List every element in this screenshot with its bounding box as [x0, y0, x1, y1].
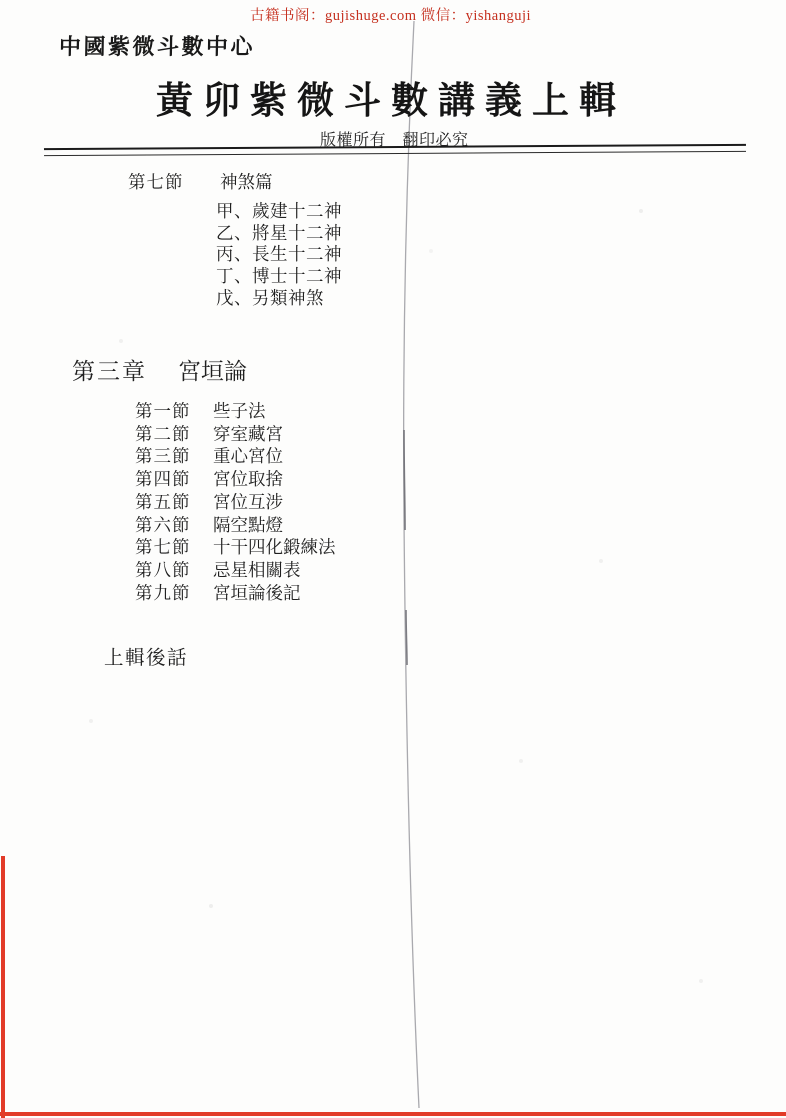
toc-sub-item: 戊、另類神煞: [216, 287, 324, 308]
toc-row-label: 第一節: [135, 401, 191, 421]
toc-row: [135, 514, 336, 537]
toc-row-title: 些子法: [213, 401, 266, 421]
publisher-stamp: 中國紫微斗數中心: [58, 34, 256, 59]
toc-sub-item: 丁、博士十二神: [216, 266, 342, 287]
toc-row-title: 忌星相關表: [213, 559, 301, 580]
toc-row-title: 宮位取捨: [213, 469, 283, 490]
toc-row-label: 第八節: [135, 559, 191, 580]
toc-row: [135, 559, 336, 582]
site-watermark-text: 古籍书阁：gujishuge.com 微信：yishanguji: [250, 8, 532, 24]
toc-row-label: 第三節: [135, 446, 191, 467]
toc-row-title: 重心宮位: [213, 446, 283, 467]
toc-row: [135, 536, 336, 559]
toc-row-title: 宮垣論後記: [213, 582, 301, 603]
toc-section-7: [128, 169, 273, 194]
toc-row-label: 第六節: [135, 514, 191, 535]
red-border-left: [1, 856, 5, 1118]
toc-sub-item: 甲、歲建十二神: [216, 201, 342, 221]
toc-row: [135, 400, 336, 423]
chapter-title: 宮垣論: [178, 359, 247, 384]
toc-row-title: 宮位互涉: [213, 491, 283, 512]
toc-row-label: 第五節: [135, 491, 191, 512]
toc-sub-item: 乙、將星十二神: [216, 222, 342, 243]
toc-row: [135, 582, 336, 605]
toc-chapter-3-sections: [135, 400, 336, 604]
toc-row: [135, 423, 336, 446]
toc-row-label: 第九節: [135, 582, 191, 603]
section-title: 神煞篇: [220, 172, 273, 192]
copyright-notice: 版權所有 翻印必究: [320, 132, 469, 149]
header-double-rule: [44, 144, 746, 156]
toc-row-title: 十干四化鍛練法: [213, 537, 336, 558]
toc-row-title: 穿室藏宮: [213, 423, 283, 444]
book-title: 黃卯紫微斗數講義上輯: [156, 81, 626, 122]
afterword: 上輯後話: [104, 648, 189, 669]
toc-row-label: 第二節: [135, 423, 191, 444]
chapter-label: 第三章: [72, 359, 147, 384]
toc-section-7-items: [216, 201, 342, 310]
toc-row: [135, 468, 336, 491]
section-label: 第七節: [128, 172, 184, 192]
toc-row-title: 隔空點燈: [213, 514, 283, 535]
toc-row: [135, 445, 336, 468]
toc-row-label: 第七節: [135, 537, 191, 558]
red-border-bottom: [0, 1112, 786, 1116]
toc-row-label: 第四節: [135, 469, 191, 490]
scan-noise: [0, 0, 2, 2]
toc-chapter-3: [72, 353, 247, 386]
toc-sub-item: 丙、長生十二神: [216, 244, 342, 265]
toc-row: [135, 491, 336, 514]
